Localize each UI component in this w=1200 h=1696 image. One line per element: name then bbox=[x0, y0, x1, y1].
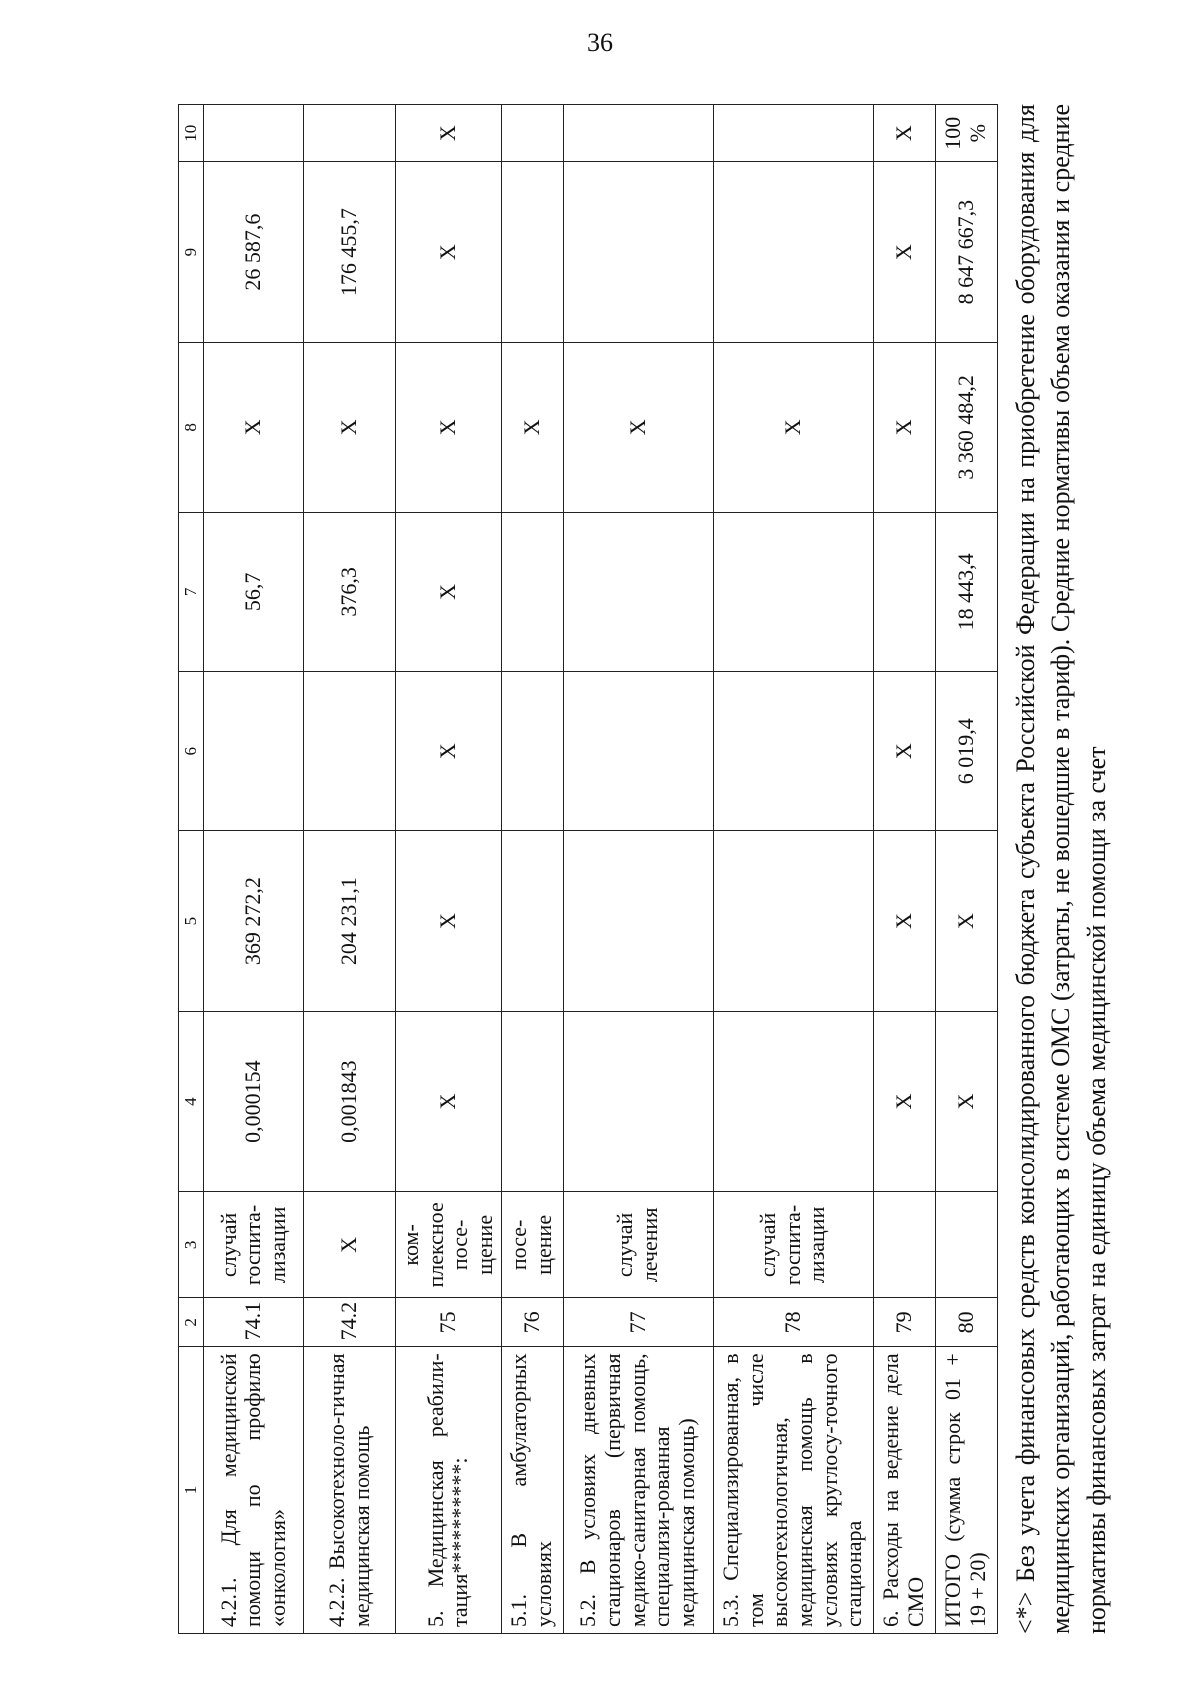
col-10-header: 10 bbox=[179, 105, 204, 162]
row-code: 77 bbox=[563, 1298, 713, 1347]
cell-c9: 26 587,6 bbox=[204, 162, 304, 343]
row-unit: случай госпита-лизации bbox=[204, 1192, 304, 1298]
cell-c6: 6 019,4 bbox=[935, 672, 997, 831]
table-row bbox=[563, 105, 713, 1634]
row-code: 75 bbox=[396, 1298, 502, 1347]
cell-c7 bbox=[501, 512, 563, 671]
cell-c5: X bbox=[396, 831, 502, 1012]
col-9-header: 9 bbox=[179, 162, 204, 343]
cell-c4 bbox=[563, 1011, 713, 1192]
table-row-total bbox=[935, 105, 997, 1634]
rotated-content bbox=[178, 74, 1178, 1634]
row-unit bbox=[873, 1192, 935, 1298]
row-name: 5.2. В условиях дневных стационаров (первичная медико-санитарная помощь, специализи-рованная медицинская помощь) bbox=[563, 1347, 713, 1634]
col-5-header: 5 bbox=[179, 831, 204, 1012]
cell-c4: 0,000154 bbox=[204, 1011, 304, 1192]
cell-c4 bbox=[501, 1011, 563, 1192]
cell-c7 bbox=[713, 512, 873, 671]
cell-c7: 18 443,4 bbox=[935, 512, 997, 671]
cell-c8: X bbox=[713, 342, 873, 512]
cell-c6 bbox=[204, 672, 304, 831]
cell-c6: X bbox=[873, 672, 935, 831]
col-2-header: 2 bbox=[179, 1298, 204, 1347]
table-row bbox=[873, 105, 935, 1634]
cell-c9: 8 647 667,3 bbox=[935, 162, 997, 343]
cell-c10 bbox=[204, 105, 304, 162]
cell-c8: X bbox=[501, 342, 563, 512]
cell-c7 bbox=[873, 512, 935, 671]
cell-c5: X bbox=[935, 831, 997, 1012]
col-4-header: 4 bbox=[179, 1011, 204, 1192]
cell-c4: X bbox=[935, 1011, 997, 1192]
row-name: 5.3. Специализированная, в том числе высокотехнологичная, медицинская помощь в условиях круглосу-точного стационара bbox=[713, 1347, 873, 1634]
row-code: 79 bbox=[873, 1298, 935, 1347]
table-row bbox=[713, 105, 873, 1634]
cell-c6 bbox=[501, 672, 563, 831]
row-unit: X bbox=[304, 1192, 396, 1298]
cell-c8: X bbox=[396, 342, 502, 512]
cell-c4 bbox=[713, 1011, 873, 1192]
cell-c6: X bbox=[396, 672, 502, 831]
cell-c7: 376,3 bbox=[304, 512, 396, 671]
row-name: 5.1. В амбулаторных условиях bbox=[501, 1347, 563, 1634]
col-1-header: 1 bbox=[179, 1347, 204, 1634]
table-row bbox=[396, 105, 502, 1634]
cell-c7 bbox=[563, 512, 713, 671]
cell-c4: X bbox=[396, 1011, 502, 1192]
row-unit: ком-плексное посе-щение bbox=[396, 1192, 502, 1298]
row-code: 74.2 bbox=[304, 1298, 396, 1347]
row-code: 80 bbox=[935, 1298, 997, 1347]
cell-c5: 204 231,1 bbox=[304, 831, 396, 1012]
cell-c6 bbox=[304, 672, 396, 831]
row-name: 4.2.2. Высокотехноло-гичная медицинская помощь bbox=[304, 1347, 396, 1634]
cell-c8: X bbox=[304, 342, 396, 512]
row-unit: посе-щение bbox=[501, 1192, 563, 1298]
cell-c9: X bbox=[396, 162, 502, 343]
cell-c4: X bbox=[873, 1011, 935, 1192]
cell-c8: X bbox=[204, 342, 304, 512]
cell-c10: X bbox=[396, 105, 502, 162]
cell-c7: 56,7 bbox=[204, 512, 304, 671]
cell-c5: 369 272,2 bbox=[204, 831, 304, 1012]
row-code: 74.1 bbox=[204, 1298, 304, 1347]
row-unit bbox=[935, 1192, 997, 1298]
cell-c5: X bbox=[873, 831, 935, 1012]
row-name: 6. Расходы на ведение дела СМО bbox=[873, 1347, 935, 1634]
cell-c5 bbox=[713, 831, 873, 1012]
cell-c9 bbox=[713, 162, 873, 343]
row-name: 4.2.1. Для медицинской помощи по профилю «онкология» bbox=[204, 1347, 304, 1634]
row-name: ИТОГО (сумма строк 01 + 19 + 20) bbox=[935, 1347, 997, 1634]
row-unit: случай лечения bbox=[563, 1192, 713, 1298]
header-row bbox=[179, 105, 204, 1634]
cell-c10: X bbox=[873, 105, 935, 162]
cell-c10 bbox=[501, 105, 563, 162]
cell-c6 bbox=[713, 672, 873, 831]
row-unit: случай госпита-лизации bbox=[713, 1192, 873, 1298]
col-6-header: 6 bbox=[179, 672, 204, 831]
cell-c10 bbox=[304, 105, 396, 162]
table-row bbox=[304, 105, 396, 1634]
footnote: <*> Без учета финансовых средств консолидированного бюджета субъекта Российской Федерации на приобретение оборудования для медицинских организаций, работающих в системе ОМС (затраты, не вошедшие в тариф). Средние нормативы объема оказания и средние нормативы финансовых затрат на единицу объема медицинской помощи за счет bbox=[1010, 104, 1112, 1634]
cell-c8: X bbox=[873, 342, 935, 512]
col-3-header: 3 bbox=[179, 1192, 204, 1298]
cell-c4: 0,001843 bbox=[304, 1011, 396, 1192]
financing-table bbox=[178, 104, 998, 1634]
cell-c8: X bbox=[563, 342, 713, 512]
table-row bbox=[204, 105, 304, 1634]
col-7-header: 7 bbox=[179, 512, 204, 671]
cell-c9: 176 455,7 bbox=[304, 162, 396, 343]
page-number: 36 bbox=[587, 28, 613, 57]
row-name: 5. Медицинская реабили-тация**********: bbox=[396, 1347, 502, 1634]
cell-c9 bbox=[563, 162, 713, 343]
cell-c7: X bbox=[396, 512, 502, 671]
cell-c10: 100 % bbox=[935, 105, 997, 162]
table-row bbox=[501, 105, 563, 1634]
row-code: 76 bbox=[501, 1298, 563, 1347]
cell-c9 bbox=[501, 162, 563, 343]
cell-c5 bbox=[501, 831, 563, 1012]
cell-c6 bbox=[563, 672, 713, 831]
cell-c9: X bbox=[873, 162, 935, 343]
cell-c10 bbox=[563, 105, 713, 162]
cell-c8: 3 360 484,2 bbox=[935, 342, 997, 512]
cell-c5 bbox=[563, 831, 713, 1012]
cell-c10 bbox=[713, 105, 873, 162]
row-code: 78 bbox=[713, 1298, 873, 1347]
col-8-header: 8 bbox=[179, 342, 204, 512]
